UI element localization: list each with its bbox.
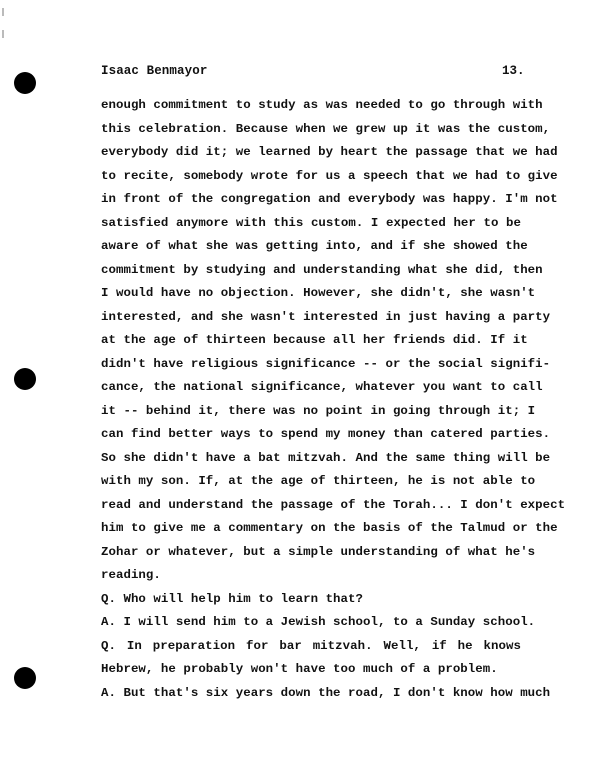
transcript-body: [101, 94, 566, 705]
text-line: interested, and she wasn't interested in just having a party: [101, 309, 551, 324]
text-line: in front of the congregation and everybody was happy. I'm not: [101, 192, 558, 206]
text-line: Zohar or whatever, but a simple understanding of what he's: [101, 544, 536, 559]
text-line: reading.: [101, 568, 161, 582]
text-line: at the age of thirteen because all her friends did. If it: [101, 333, 528, 347]
text-line: everybody did it; we learned by heart the passage that we had: [101, 145, 558, 159]
page-number: 13.: [502, 64, 525, 78]
text-line: him to give me a commentary on the basis of the Talmud or the: [101, 521, 558, 535]
text-line: with my son. If, at the age of thirteen, he is not able to: [101, 474, 536, 488]
text-line: to recite, somebody wrote for us a speech that we had to give: [101, 168, 558, 183]
text-line: So she didn't have a bat mitzvah. And the same thing will be: [101, 450, 551, 465]
text-line: this celebration. Because when we grew up it was the custom,: [101, 121, 551, 136]
text-line: Hebrew, he probably won't have too much of a problem.: [101, 662, 498, 676]
question-line: Q. In preparation for bar mitzvah. Well, if he knows: [101, 638, 521, 653]
text-line: satisfied anymore with this custom. I expected her to be: [101, 215, 521, 230]
text-line: enough commitment to study as was needed to go through with: [101, 98, 543, 112]
text-line: can find better ways to spend my money than catered parties.: [101, 427, 551, 441]
edge-mark: [2, 30, 4, 38]
answer-line: A. I will send him to a Jewish school, to a Sunday school.: [101, 615, 536, 629]
text-line: I would have no objection. However, she didn't, she wasn't: [101, 286, 536, 300]
header-interviewee-name: Isaac Benmayor: [101, 64, 208, 78]
text-line: read and understand the passage of the Torah... I don't expect: [101, 497, 566, 512]
answer-line: A. But that's six years down the road, I don't know how much: [101, 685, 551, 700]
text-line: didn't have religious significance -- or the social signifi-: [101, 356, 551, 371]
text-line: cance, the national significance, whatever you want to call: [101, 380, 543, 394]
question-line: Q. Who will help him to learn that?: [101, 591, 363, 606]
text-line: aware of what she was getting into, and if she showed the: [101, 239, 528, 253]
punch-hole: [14, 368, 36, 390]
edge-mark: [2, 8, 4, 16]
text-line: commitment by studying and understanding what she did, then: [101, 262, 543, 277]
punch-hole: [14, 72, 36, 94]
text-line: it -- behind it, there was no point in going through it; I: [101, 403, 536, 418]
punch-hole: [14, 667, 36, 689]
